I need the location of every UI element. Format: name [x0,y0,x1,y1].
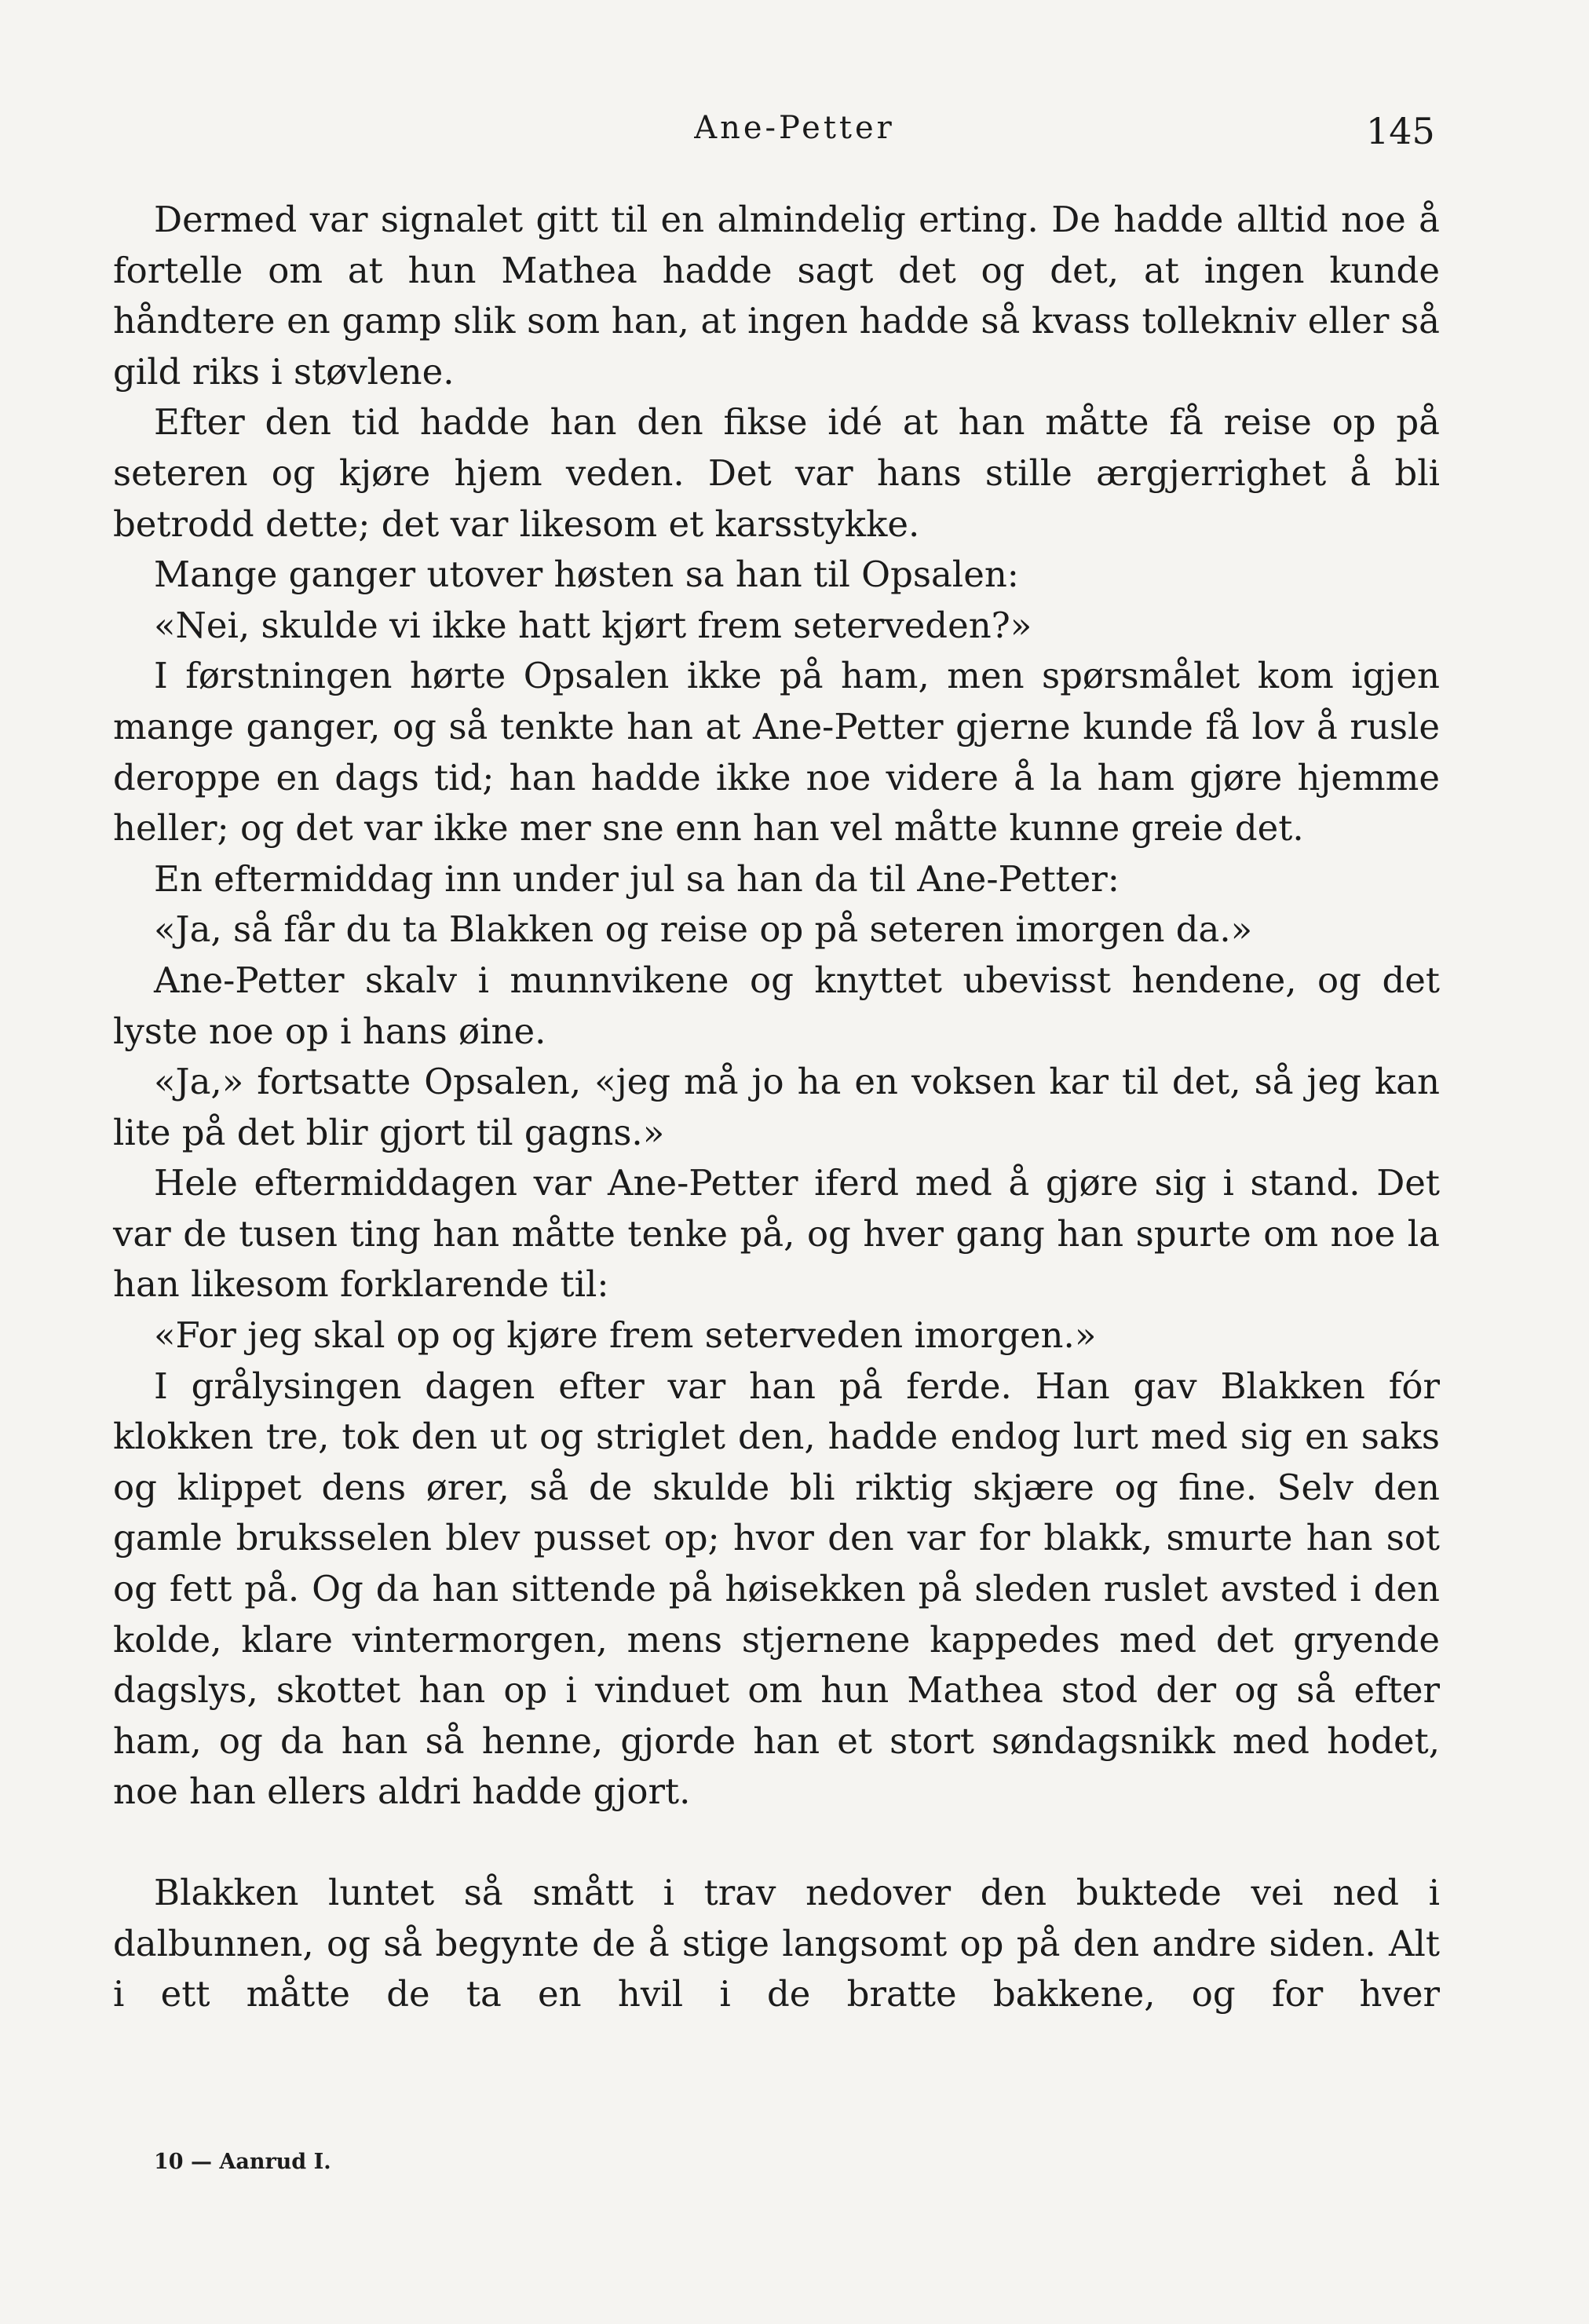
paragraph: Efter den tid hadde han den fikse idé at han måtte få reise op på seteren og kjøre hjem veden. Det var hans stille ærgjerrighet å bli betrodd dette; det var likesom et karsstykke. [113,401,1440,545]
page-number: 145 [1366,110,1435,152]
paragraph: «For jeg skal op og kjøre frem seterveden imorgen.» [154,1314,1097,1357]
paragraph: I grålysingen dagen efter var han på ferde. Han gav Blakken fór klokken tre, tok den ut og striglet den, hadde endog lurt med sig en saks og klippet dens ører, så de skulde bli riktig skjære og fine. Selv den gamle bruksselen blev pusset op; hvor den var for blakk, smurte han sot og fett på. Og da han sittende på høisekken på sleden ruslet avsted i den kolde, klare vintermorgen, mens stjernene kappedes med det gryende dagslys, skottet han op i vinduet om hun Mathea stod der og så efter ham, og da han så henne, gjorde han et stort søndagsnikk med hodet, noe han ellers aldri hadde gjort. [113,1365,1440,1813]
paragraph: Mange ganger utover høsten sa han til Opsalen: [154,554,1019,596]
paragraph: Blakken luntet så smått i trav nedover den buktede vei ned i dalbunnen, og så begynte de å stige langsomt op på den andre siden. Alt i ett måtte de ta en hvil i de bratte bakkene, og for hver [113,1872,1440,2015]
paragraph: «Ja,» fortsatte Opsalen, «jeg må jo ha en voksen kar til det, så jeg kan lite på det blir gjort til gagns.» [113,1061,1440,1153]
signature-mark: 10 — Aanrud I. [154,2150,331,2174]
paragraph: I førstningen hørte Opsalen ikke på ham, men spørsmålet kom igjen mange ganger, og så tenkte han at Ane-Petter gjerne kunde få lov å rusle deroppe en dags tid; han hadde ikke noe videre å la ham gjøre hjemme heller; og det var ikke mer sne enn han vel måtte kunne greie det. [113,655,1440,850]
paragraph: «Ja, så får du ta Blakken og reise op på seteren imorgen da.» [154,908,1253,951]
paragraph: En eftermiddag inn under jul sa han da til Ane-Petter: [154,857,1120,900]
paragraph: Ane-Petter skalv i munnvikene og knyttet ubevisst hendene, og det lyste noe op i hans øine. [113,959,1440,1052]
running-title: Ane-Petter [694,110,895,146]
paragraph: Hele eftermiddagen var Ane-Petter iferd med å gjøre sig i stand. Det var de tusen ting han måtte tenke på, og hver gang han spurte om noe la han likesom forklarende til: [113,1162,1440,1306]
paragraph: Dermed var signalet gitt til en almindelig erting. De hadde alltid noe å fortelle om at hun Mathea hadde sagt det og det, at ingen kunde håndtere en gamp slik som han, at ingen hadde så kvass tollekniv eller så gild riks i støvlene. [113,199,1440,393]
body-text [113,195,1440,2020]
paragraph: «Nei, skulde vi ikke hatt kjørt frem seterveden?» [154,604,1032,646]
